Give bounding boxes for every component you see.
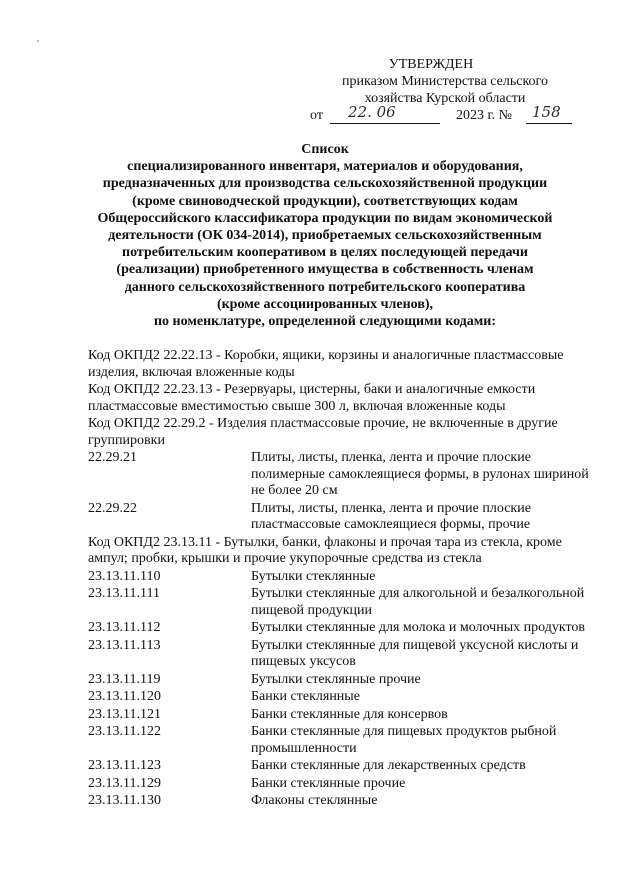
heading-line: специализированного инвентаря, материалов и оборудования, (127, 159, 523, 175)
code-row (88, 638, 598, 671)
heading-line: по номенклатуре, определенной следующими кодами: (153, 314, 497, 330)
approval-line-1: приказом Министерства сельского (342, 74, 548, 89)
approval-title: УТВЕРЖДЕН (388, 57, 474, 72)
heading-line: Общероссийского классификатора продукции по видам экономической (97, 210, 553, 226)
code-row (88, 707, 598, 724)
approval-line-2: хозяйства Курской области (364, 91, 526, 106)
code-row (88, 501, 598, 534)
description-cell: Бутылки стеклянные для алкогольной и безалкогольной пищевой продукции (251, 586, 585, 618)
group-header: Код ОКПД2 22.22.13 - Коробки, ящики, корзины и аналогичные пластмассовые изделия, включая вложенные коды (88, 348, 564, 380)
code-row (88, 793, 598, 810)
code-cell: 23.13.11.121 (88, 706, 161, 722)
description-cell: Бутылки стеклянные для молока и молочных продуктов (251, 620, 585, 635)
code-cell: 23.13.11.123 (88, 758, 161, 773)
description-cell: Бутылки стеклянные прочие (251, 671, 421, 687)
code-row (88, 776, 598, 793)
code-row (88, 450, 598, 500)
approval-date-line (310, 103, 580, 127)
code-cell: 23.13.11.130 (88, 793, 161, 808)
date-handwritten: 22. 06 (348, 103, 396, 121)
description-cell: Плиты, листы, пленка, лента и прочие плоские пластмассовые самоклеящиеся формы, прочие (251, 500, 531, 532)
group-header: Код ОКПД2 22.23.13 - Резервуары, цистерны, баки и аналогичные емкости пластмассовые вместимостью свыше 300 л, включая вложенные коды (88, 382, 536, 414)
code-row (88, 672, 598, 689)
description-cell: Бутылки стеклянные (251, 568, 376, 584)
code-row (88, 689, 598, 706)
code-cell: 23.13.11.119 (88, 671, 161, 687)
heading-line: предназначенных для производства сельскохозяйственной продукции (102, 176, 548, 192)
code-cell: 23.13.11.122 (88, 724, 161, 739)
description-cell: Банки стеклянные прочие (251, 775, 406, 791)
code-cell: 23.13.11.113 (88, 637, 161, 653)
heading-line: (реализации) приобретенного имущества в собственность членам (116, 262, 534, 278)
code-cell: 22.29.21 (88, 450, 137, 465)
code-cell: 22.29.22 (88, 500, 137, 516)
description-cell: Бутылки стеклянные для пищевой уксусной кислоты и пищевых уксусов (251, 637, 579, 669)
code-row (88, 758, 598, 775)
code-row (88, 569, 598, 586)
description-cell: Флаконы стеклянные (251, 793, 378, 808)
document-heading (90, 141, 560, 330)
heading-line: данного сельскохозяйственного потребительского кооператива (124, 279, 526, 295)
number-handwritten: 158 (532, 103, 561, 121)
heading-line: (кроме ассоциированных членов), (216, 296, 434, 312)
code-cell: 23.13.11.111 (88, 586, 160, 601)
code-row (88, 724, 598, 757)
code-list (88, 348, 598, 811)
group-header: Код ОКПД2 23.13.11 - Бутылки, банки, флаконы и прочая тара из стекла, кроме ампул; пробки, крышки и прочие укупорочные средства из стекла (88, 534, 562, 566)
description-cell: Банки стеклянные (251, 689, 360, 704)
code-cell: 23.13.11.110 (88, 568, 161, 584)
heading-line: потребительским кооперативом в целях последующей передачи (122, 245, 528, 261)
code-cell: 23.13.11.129 (88, 775, 161, 791)
code-row (88, 620, 598, 637)
group-header: Код ОКПД2 22.29.2 - Изделия пластмассовые прочие, не включенные в другие группировки (88, 416, 558, 448)
code-cell: 23.13.11.120 (88, 689, 161, 704)
year-text: 2023 г. № (456, 108, 513, 123)
heading-line: (кроме свиноводческой продукции), соответствующих кодам (132, 193, 518, 209)
code-row (88, 586, 598, 619)
code-cell: 23.13.11.112 (88, 620, 161, 635)
description-cell: Банки стеклянные для консервов (251, 706, 448, 722)
description-cell: Банки стеклянные для лекарственных средств (251, 758, 526, 773)
description-cell: Банки стеклянные для пищевых продуктов рыбной промышленности (251, 724, 557, 756)
date-prefix: от (310, 108, 323, 123)
description-cell: Плиты, листы, пленка, лента и прочие плоские полимерные самоклеящиеся формы, в рулонах шириной не более 20 см (251, 450, 589, 498)
approval-stamp (310, 56, 580, 127)
heading-line: Список (301, 142, 349, 157)
scan-mark (37, 40, 39, 42)
heading-line: деятельности (ОК 034-2014), приобретаемых сельскохозяйственным (108, 228, 542, 244)
